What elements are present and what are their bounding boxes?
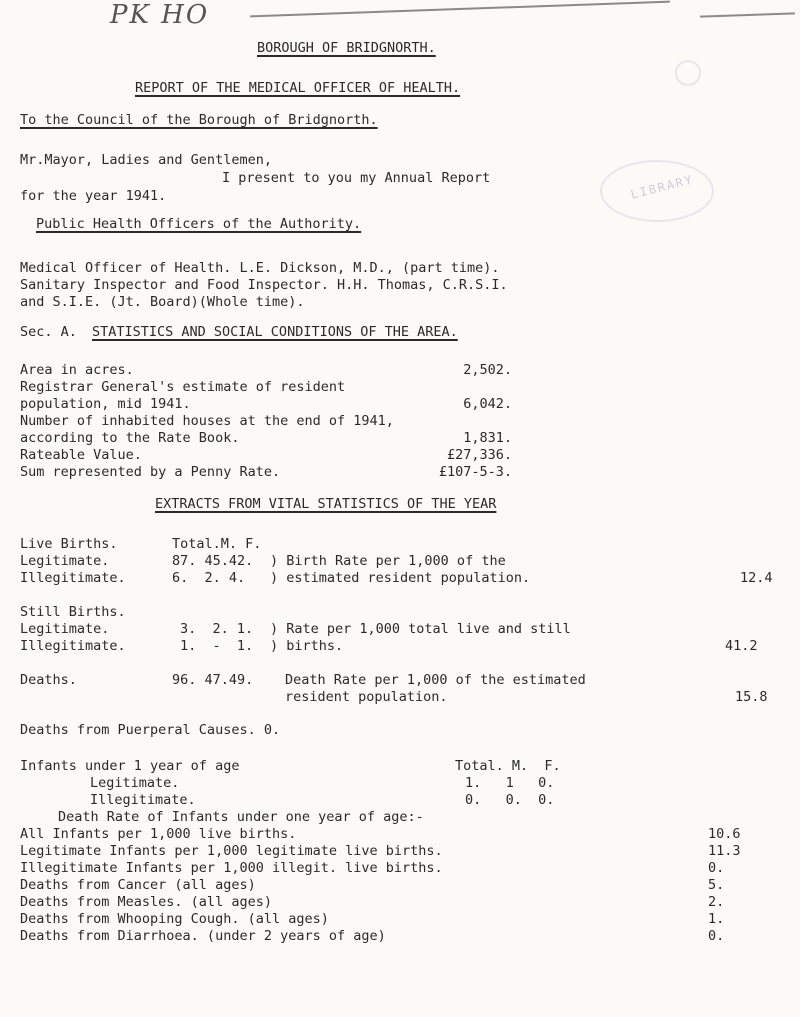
still-illegitimate-values: 1. - 1. [180, 638, 254, 654]
still-births-label: Still Births. [20, 604, 126, 620]
statistic-row-label: Illegitimate Infants per 1,000 illegit. live births. [20, 860, 443, 876]
infant-death-rate-heading: Death Rate of Infants under one year of age:- [58, 809, 424, 825]
population-value: 6,042. [463, 396, 512, 412]
statistic-row-value: 0. [708, 928, 725, 944]
statistic-row-value: 2. [708, 894, 725, 910]
houses-label-1: Number of inhabited houses at the end of 1941, [20, 413, 394, 429]
still-illegitimate-label: Illegitimate. [20, 638, 126, 654]
infants-illegitimate-label: Illegitimate. [90, 792, 196, 808]
infants-legitimate-values: 1. 1 0. [465, 775, 555, 791]
birth-rate-line-2: ) estimated resident population. [270, 570, 531, 586]
houses-value: 1,831. [463, 430, 512, 446]
still-legitimate-values: 3. 2. 1. [180, 621, 254, 637]
infants-legitimate-label: Legitimate. [90, 775, 180, 791]
illegitimate-values: 6. 2. 4. [172, 570, 246, 586]
intro-line-1: I present to you my Annual Report [222, 170, 491, 186]
live-births-label: Live Births. [20, 536, 118, 552]
addressee-line: To the Council of the Borough of Bridgnorth. [20, 112, 378, 128]
birth-rate-line-1: ) Birth Rate per 1,000 of the [270, 553, 506, 569]
rateable-label: Rateable Value. [20, 447, 142, 463]
still-rate-line-1: ) Rate per 1,000 total live and still [270, 621, 571, 637]
borough-heading: BOROUGH OF BRIDGNORTH. [257, 40, 436, 56]
statistic-row-label: Deaths from Cancer (all ages) [20, 877, 256, 893]
penny-rate-value: £107-5-3. [438, 464, 512, 480]
salutation: Mr.Mayor, Ladies and Gentlemen, [20, 152, 272, 168]
officers-line-1: Medical Officer of Health. L.E. Dickson, M.D., (part time). [20, 260, 500, 276]
population-label-1: Registrar General's estimate of resident [20, 379, 346, 395]
death-rate-value: 15.8 [735, 689, 768, 705]
handwritten-reference: PK HO [110, 0, 210, 30]
statistic-row-value: 1. [708, 911, 725, 927]
death-rate-line-1: Death Rate per 1,000 of the estimated [285, 672, 586, 688]
section-a-label: Sec. A. [20, 324, 77, 340]
birth-rate-value: 12.4 [740, 570, 773, 586]
deaths-label: Deaths. [20, 672, 77, 688]
officers-heading: Public Health Officers of the Authority. [36, 216, 362, 232]
houses-label-2: according to the Rate Book. [20, 430, 240, 446]
statistic-row-label: Deaths from Whooping Cough. (all ages) [20, 911, 329, 927]
officers-line-2: Sanitary Inspector and Food Inspector. H.H. Thomas, C.R.S.I. [20, 277, 508, 293]
legitimate-label: Legitimate. [20, 553, 110, 569]
death-rate-line-2: resident population. [285, 689, 448, 705]
statistic-row-label: Deaths from Measles. (all ages) [20, 894, 272, 910]
illegitimate-label: Illegitimate. [20, 570, 126, 586]
library-stamp-text: LIBRARY [629, 172, 696, 202]
infants-header: Total. M. F. [455, 758, 561, 774]
rateable-value: £27,336. [446, 447, 512, 463]
statistic-row-label: Legitimate Infants per 1,000 legitimate live births. [20, 843, 443, 859]
statistic-row-label: All Infants per 1,000 live births. [20, 826, 297, 842]
still-rate-line-2: ) births. [270, 638, 344, 654]
area-label: Area in acres. [20, 362, 134, 378]
handwritten-stroke [250, 1, 670, 17]
penny-rate-label: Sum represented by a Penny Rate. [20, 464, 281, 480]
statistic-row-value: 0. [708, 860, 725, 876]
legitimate-values: 87. 45.42. [172, 553, 254, 569]
still-rate-value: 41.2 [725, 638, 758, 654]
officers-line-3: and S.I.E. (Jt. Board)(Whole time). [20, 294, 305, 310]
infants-illegitimate-values: 0. 0. 0. [465, 792, 555, 808]
still-legitimate-label: Legitimate. [20, 621, 110, 637]
columns-header: Total.M. F. [172, 536, 262, 552]
statistic-row-value: 11.3 [708, 843, 741, 859]
area-value: 2,502. [463, 362, 512, 378]
puerperal-deaths: Deaths from Puerperal Causes. 0. [20, 722, 281, 738]
section-a-heading: STATISTICS AND SOCIAL CONDITIONS OF THE AREA. [92, 324, 458, 340]
report-title: REPORT OF THE MEDICAL OFFICER OF HEALTH. [135, 80, 461, 96]
population-label-2: population, mid 1941. [20, 396, 191, 412]
statistic-row-label: Deaths from Diarrhoea. (under 2 years of age) [20, 928, 386, 944]
statistic-row-value: 5. [708, 877, 725, 893]
vital-statistics-heading: EXTRACTS FROM VITAL STATISTICS OF THE YEAR [155, 496, 497, 512]
statistic-row-value: 10.6 [708, 826, 741, 842]
deaths-values: 96. 47.49. [172, 672, 254, 688]
intro-line-2: for the year 1941. [20, 188, 167, 204]
handwritten-stroke [700, 12, 795, 17]
library-stamp-mark [675, 60, 701, 86]
infants-label: Infants under 1 year of age [20, 758, 240, 774]
